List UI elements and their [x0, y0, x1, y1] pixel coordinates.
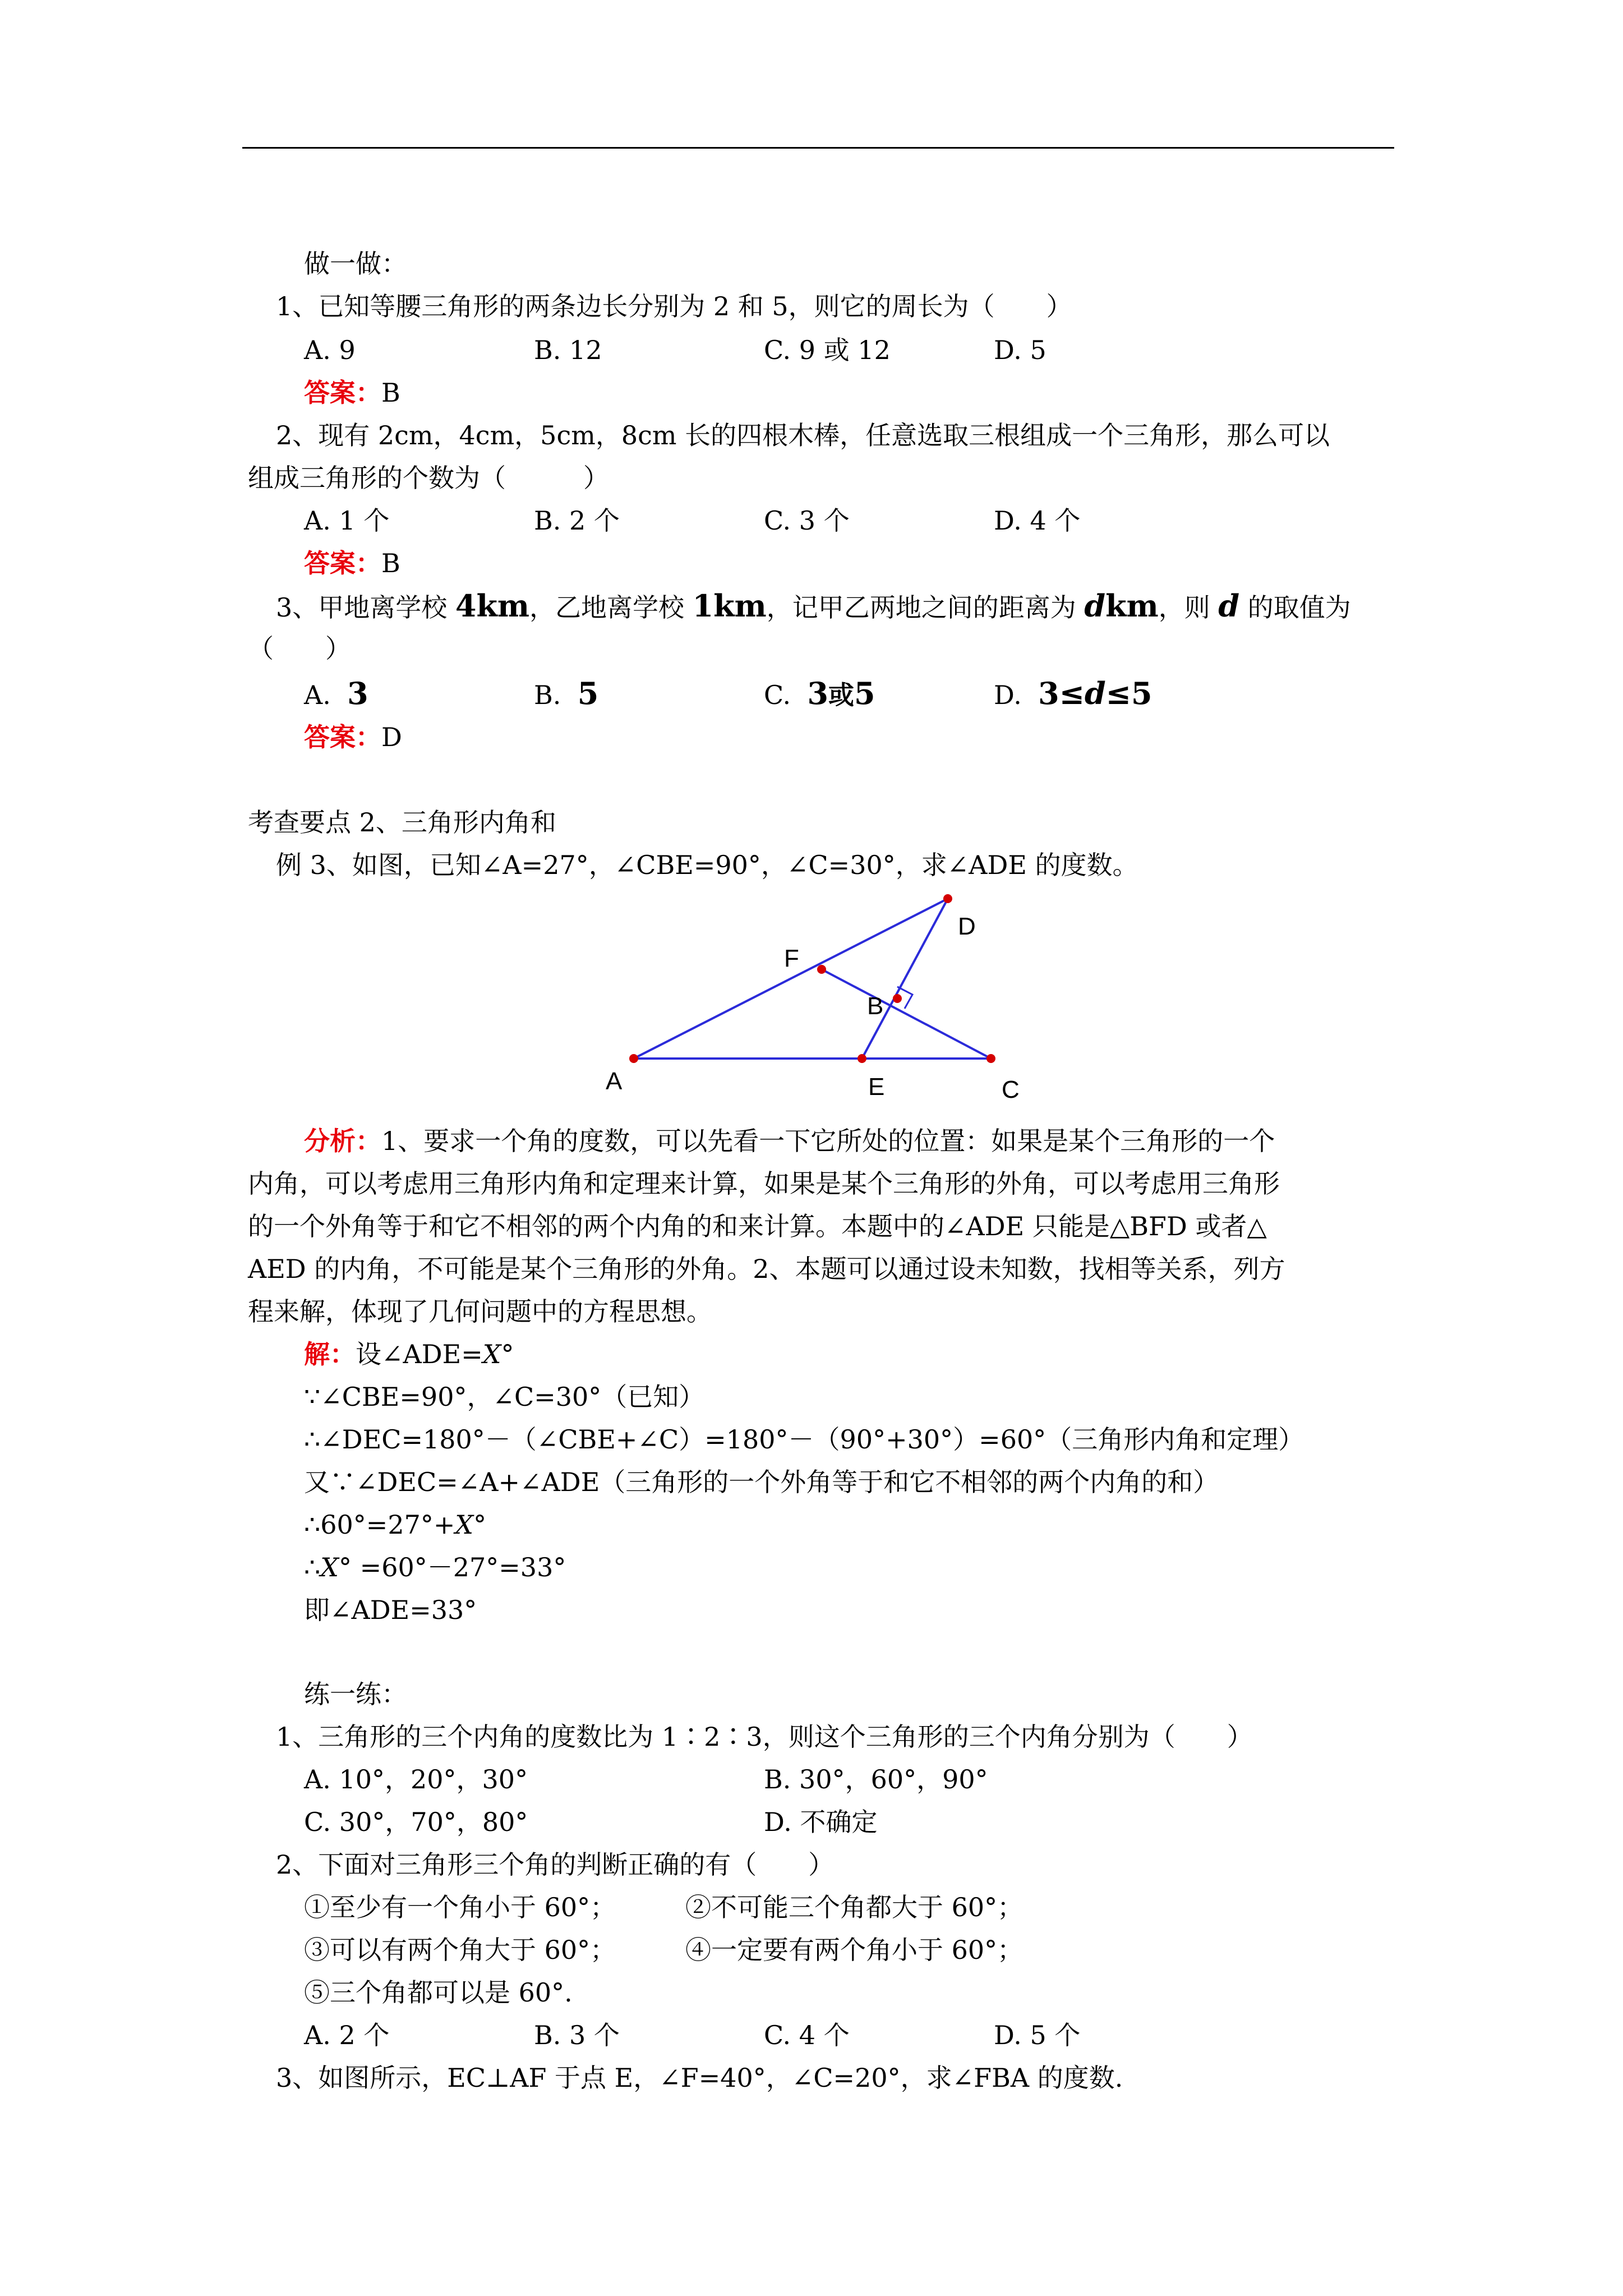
- solution-line-3: ∴∠DEC=180°－（∠CBE+∠C）=180°－（90°+30°）=60°（三角形内角和定理）: [304, 1424, 1304, 1455]
- analysis-line-2: 内角，可以考虑用三角形内角和定理来计算，如果是某个三角形的外角，可以考虑用三角形: [248, 1168, 1280, 1199]
- section-2-heading: 考查要点 2、三角形内角和: [248, 807, 556, 838]
- option-value: 3: [1038, 675, 1059, 711]
- question-3-stem-line2: （ ）: [248, 633, 351, 664]
- q2-option-c: C. 3 个: [764, 505, 850, 536]
- option-or: 或: [828, 680, 855, 710]
- solution-text: °: [473, 1510, 487, 1540]
- practice-q2-option-d: D. 5 个: [994, 2020, 1081, 2050]
- q1-option-c: C. 9 或 12: [764, 335, 891, 365]
- practice-q1-option-c: C. 30°，70°，80°: [304, 1807, 528, 1837]
- solution-line-5: [304, 1508, 486, 1542]
- option-label: B.: [534, 680, 561, 710]
- option-label: A.: [304, 680, 331, 710]
- option-label: C.: [764, 680, 791, 710]
- statement-3: ③可以有两个角大于 60°；: [304, 1935, 616, 1965]
- q3-text: ，记甲乙两地之间的距离为: [766, 592, 1085, 623]
- variable-x: X: [455, 1510, 474, 1540]
- practice-q1-stem: 1、三角形的三个内角的度数比为 1∶2∶3，则这个三角形的三个内角分别为（ ）: [276, 1722, 1253, 1752]
- answer-label: 答案：: [304, 378, 381, 408]
- statement-4: ④一定要有两个角小于 60°；: [685, 1935, 1023, 1965]
- option-value: 5: [854, 675, 875, 711]
- question-1-stem: 1、已知等腰三角形的两条边长分别为 2 和 5，则它的周长为（ ）: [276, 291, 1072, 321]
- answer-value: D: [381, 722, 402, 752]
- practice-heading: 练一练：: [304, 1679, 407, 1709]
- question-2-stem-line1: 2、现有 2cm，4cm，5cm，8cm 长的四根木棒，任意选取三根组成一个三角形，那么可以: [276, 420, 1330, 450]
- analysis-label: 分析：: [304, 1126, 381, 1156]
- practice-q1-option-d: D. 不确定: [764, 1807, 878, 1837]
- solution-line-1: [304, 1337, 514, 1371]
- q3-distance-b: 1km: [692, 588, 767, 624]
- practice-q1-option-b: B. 30°，60°，90°: [764, 1764, 988, 1795]
- q2-answer: [304, 546, 400, 580]
- question-3-stem-line1: [276, 589, 1351, 624]
- triangle-figure: [594, 886, 1043, 1116]
- statement-5: ⑤三个角都可以是 60°.: [304, 1977, 573, 2008]
- answer-value: B: [381, 378, 400, 408]
- practice-q2-stem: 2、下面对三角形三个角的判断正确的有（ ）: [276, 1849, 834, 1880]
- solution-line-2: ∵∠CBE=90°，∠C=30°（已知）: [304, 1382, 705, 1412]
- q3-var-d: d: [1218, 588, 1240, 624]
- option-value: 5: [1131, 675, 1152, 711]
- solution-text: ∴60°=27°+: [304, 1510, 455, 1540]
- label-c: C: [1002, 1076, 1020, 1103]
- point-f: [817, 965, 826, 974]
- solution-line-4: 又∵∠DEC=∠A+∠ADE（三角形的一个外角等于和它不相邻的两个内角的和）: [304, 1467, 1219, 1497]
- option-value: 3: [807, 675, 829, 711]
- q3-answer: [304, 720, 402, 754]
- q2-option-b: B. 2 个: [534, 505, 620, 536]
- practice-q1-option-a: A. 10°，20°，30°: [304, 1764, 528, 1795]
- practice-q2-option-c: C. 4 个: [764, 2020, 850, 2050]
- option-value: 5: [577, 675, 599, 711]
- q3-unit: km: [1105, 588, 1159, 624]
- label-a: A: [606, 1068, 623, 1095]
- q3-var-d: d: [1084, 588, 1106, 624]
- practice-q2-option-a: A. 2 个: [304, 2020, 390, 2050]
- question-2-stem-line2: 组成三角形的个数为（ ）: [248, 463, 609, 493]
- solution-text: ° =60°－27°=33°: [339, 1552, 566, 1582]
- option-label: D.: [994, 680, 1022, 710]
- solution-label: 解：: [304, 1339, 356, 1369]
- q3-option-c: [764, 677, 875, 712]
- q3-option-d: [994, 677, 1152, 712]
- q1-option-a: A. 9: [304, 335, 356, 365]
- q2-option-d: D. 4 个: [994, 505, 1081, 536]
- analysis-text: 1、要求一个角的度数，可以先看一下它所处的位置：如果是某个三角形的一个: [381, 1126, 1275, 1156]
- label-b: B: [867, 992, 884, 1020]
- point-e: [857, 1054, 866, 1063]
- q1-answer: [304, 376, 400, 409]
- point-d: [943, 894, 952, 903]
- q3-text: 3、甲地离学校: [276, 592, 455, 623]
- q3-text: 的取值为: [1239, 592, 1351, 623]
- segment-fc: [822, 969, 991, 1059]
- point-b: [893, 994, 902, 1003]
- label-d: D: [958, 913, 976, 940]
- analysis-line-3: 的一个外角等于和它不相邻的两个内角的和来计算。本题中的∠ADE 只能是△BFD 或者△: [248, 1211, 1267, 1241]
- segment-de: [862, 899, 948, 1059]
- solution-line-7: 即∠ADE=33°: [304, 1595, 477, 1625]
- point-a: [629, 1054, 638, 1063]
- q1-option-b: B. 12: [534, 335, 602, 365]
- q3-option-b: [534, 677, 598, 712]
- q3-distance-a: 4km: [455, 588, 530, 624]
- label-f: F: [784, 945, 799, 972]
- solution-text: ∴: [304, 1552, 321, 1582]
- analysis-line-4: AED 的内角，不可能是某个三角形的外角。2、本题可以通过设未知数，找相等关系，列方: [248, 1254, 1285, 1284]
- q3-option-a: [304, 677, 368, 712]
- le-sign: ≤: [1059, 675, 1085, 711]
- answer-value: B: [381, 548, 400, 578]
- section-heading: 做一做：: [304, 249, 407, 279]
- analysis-line-1: [304, 1124, 1275, 1158]
- answer-label: 答案：: [304, 722, 381, 752]
- statement-2: ②不可能三个角都大于 60°；: [685, 1892, 1023, 1922]
- solution-text: °: [501, 1339, 514, 1369]
- option-value: 3: [347, 675, 368, 711]
- analysis-line-5: 程来解，体现了几何问题中的方程思想。: [248, 1296, 712, 1327]
- le-sign: ≤: [1105, 675, 1131, 711]
- option-variable: d: [1084, 675, 1106, 711]
- variable-x: X: [320, 1552, 339, 1582]
- statement-1: ①至少有一个角小于 60°；: [304, 1892, 616, 1922]
- q3-text: ，则: [1158, 592, 1219, 623]
- answer-label: 答案：: [304, 548, 381, 578]
- q3-text: ，乙地离学校: [529, 592, 693, 623]
- q2-option-a: A. 1 个: [304, 505, 390, 536]
- practice-q2-option-b: B. 3 个: [534, 2020, 620, 2050]
- variable-x: X: [482, 1339, 501, 1369]
- practice-q3-stem: 3、如图所示，EC⊥AF 于点 E，∠F=40°，∠C=20°，求∠FBA 的度数.: [276, 2063, 1123, 2093]
- example-3-stem: 例 3、如图，已知∠A=27°，∠CBE=90°，∠C=30°，求∠ADE 的度数。: [276, 850, 1138, 880]
- segment-ad: [634, 899, 948, 1059]
- point-c: [986, 1054, 995, 1063]
- solution-line-6: [304, 1550, 566, 1584]
- label-e: E: [868, 1073, 885, 1101]
- q1-option-d: D. 5: [994, 335, 1046, 365]
- header-rule: [242, 147, 1394, 149]
- solution-text: 设∠ADE=: [356, 1339, 483, 1369]
